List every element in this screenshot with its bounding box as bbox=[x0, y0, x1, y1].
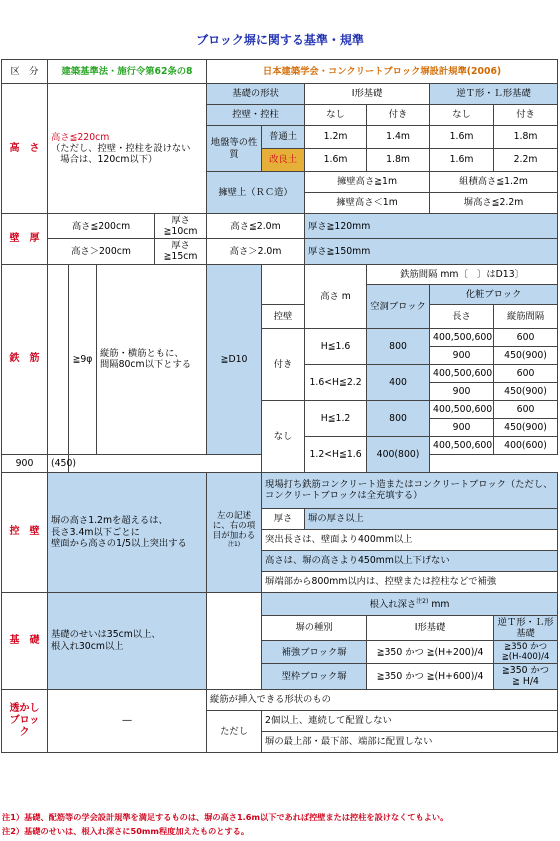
category-height: 高 さ bbox=[2, 84, 48, 214]
retaining-label: 擁壁上（ＲＣ造） bbox=[207, 172, 305, 214]
height-law-line: （ただし、控壁・控柱を設けない bbox=[51, 142, 191, 154]
rebar-hollow-spacing: 800 bbox=[367, 400, 430, 436]
proviso-label: ただし bbox=[207, 710, 262, 752]
wall-law-thickness: 厚さ≧10cm bbox=[155, 214, 207, 239]
buttress-law-line: 塀の高さ1.2mを超えるは、 bbox=[51, 515, 168, 527]
rebar-length: 900 bbox=[430, 382, 494, 400]
buttress-none: なし bbox=[305, 105, 367, 126]
foundation-law-text bbox=[48, 592, 207, 689]
rebar-length: 400,500,600 bbox=[430, 436, 494, 454]
wall-aij-height: 高さ≦2.0m bbox=[207, 214, 305, 239]
inv-t-l-header: 逆Ｔ形・Ｌ形基礎 bbox=[494, 615, 558, 640]
retaining-value: 擁壁高さ≧1m bbox=[305, 172, 430, 193]
wall-aij-height: 高さ＞2.0m bbox=[207, 239, 305, 264]
rebar-spacing: 600 bbox=[494, 364, 558, 382]
height-value: 1.4m bbox=[367, 126, 430, 149]
law-header: 建築基準法・施行令第62条の8 bbox=[48, 60, 207, 84]
rebar-with-label: 付き bbox=[262, 328, 305, 400]
rebar-hollow-spacing: 400 bbox=[367, 364, 430, 400]
rebar-length: 900 bbox=[430, 346, 494, 364]
rebar-length: 400,500,600 bbox=[430, 400, 494, 418]
foundation-law-line: 基礎のせいは35cm以上、 bbox=[51, 629, 161, 641]
rebar-law-line: 縦筋・横筋ともに、 bbox=[100, 347, 184, 359]
normal-soil-label: 普通土 bbox=[262, 126, 305, 149]
buttress-law-line: 長さ3.4m以下ごとに bbox=[51, 526, 140, 538]
depth-formula: ≧350 かつ ≧(H+600)/4 bbox=[367, 664, 494, 689]
depth-header-text: 根入れ深さ bbox=[369, 598, 417, 610]
category-wall: 壁 厚 bbox=[2, 214, 48, 265]
height-value: 1.2m bbox=[305, 126, 367, 149]
rebar-hollow-spacing: 800 bbox=[367, 328, 430, 364]
category-openwork: 透かしブロック bbox=[2, 689, 48, 752]
wall-law-height: 高さ＞200cm bbox=[48, 239, 155, 264]
buttress-with: 付き bbox=[367, 105, 430, 126]
rebar-spacing: 400(600) bbox=[494, 436, 558, 454]
buttress-left-note bbox=[207, 472, 262, 592]
reinforced-block-label: 補強ブロック塀 bbox=[262, 640, 367, 663]
wall-law-thickness: 厚さ≧15cm bbox=[155, 239, 207, 264]
footnote: 注2）基礎のせいは、根入れ深さに50mm程度加えたものとする。 bbox=[2, 826, 250, 836]
standards-table bbox=[1, 59, 558, 753]
category-rebar: 鉄 筋 bbox=[2, 264, 48, 454]
buttress-left-note-text: 左の記述に、右の項目が加わる bbox=[212, 510, 256, 542]
buttress-item: 塀端部から800mm以内は、控壁または控柱などで補強 bbox=[262, 571, 558, 592]
buttress-header: 控壁 bbox=[262, 304, 305, 328]
depth-formula: ≧350 かつ ≧ H/4 bbox=[494, 664, 558, 689]
buttress-item: 現場打ち鉄筋コンクリート造またはコンクリートブロック（ただし、コンクリートブロックは全充填する） bbox=[262, 472, 558, 508]
wall-law-height: 高さ≦200cm bbox=[48, 214, 155, 239]
page-title: ブロック塀に関する基準・規準 bbox=[196, 33, 364, 47]
note-ref: 注2) bbox=[416, 597, 429, 605]
spacing-header: 鉄筋間隔 mm〔 〕はD13〕 bbox=[367, 264, 558, 284]
category-buttress: 控 壁 bbox=[2, 472, 48, 592]
wall-type-label: 塀の種別 bbox=[262, 615, 367, 640]
hollow-header: 空洞ブロック bbox=[367, 284, 430, 328]
rebar-length: 400,500,600 bbox=[430, 364, 494, 382]
rebar-aij-d: ≧D10 bbox=[207, 264, 262, 454]
formwork-block-label: 型枠ブロック塀 bbox=[262, 664, 367, 689]
length-header: 長さ bbox=[430, 304, 494, 328]
rebar-hollow-spacing: 400(800) bbox=[367, 436, 430, 472]
rebar-height-range: 1.2<H≦1.6 bbox=[305, 436, 367, 472]
retaining-value: 組積高さ≦1.2m bbox=[430, 172, 558, 193]
height-value: 1.8m bbox=[367, 149, 430, 172]
height-law-text bbox=[48, 84, 207, 214]
openwork-item: 縦筋が挿入できる形状のもの bbox=[207, 689, 558, 710]
rebar-spacing: 600 bbox=[494, 328, 558, 346]
height-value: 1.6m bbox=[305, 149, 367, 172]
foundation-blank bbox=[207, 592, 262, 689]
rebar-none-label: なし bbox=[262, 400, 305, 472]
aij-header: 日本建築学会・コンクリートブロック塀設計規準(2006) bbox=[207, 60, 558, 84]
rebar-law-phi: ≧9φ bbox=[69, 264, 97, 454]
i-type-header: Ⅰ形基礎 bbox=[367, 615, 494, 640]
rebar-blank bbox=[48, 264, 69, 454]
soil-label: 地盤等の性質 bbox=[207, 126, 262, 172]
depth-header bbox=[262, 592, 558, 615]
wall-aij-thickness: 厚さ≧120mm bbox=[305, 214, 558, 239]
footnotes bbox=[2, 810, 558, 838]
i-type-header: Ⅰ形基礎 bbox=[305, 84, 430, 105]
buttress-with: 付き bbox=[494, 105, 558, 126]
openwork-item: 2個以上、連続して配置しない bbox=[262, 710, 558, 731]
foundation-law-line: 根入れ30cm以上 bbox=[51, 640, 124, 652]
buttress-item: 塀の厚さ以上 bbox=[305, 508, 558, 529]
height-law-line: 場合は、120cm以下） bbox=[51, 154, 158, 166]
buttress-none: なし bbox=[430, 105, 494, 126]
height-value: 1.8m bbox=[494, 126, 558, 149]
rebar-spacing: 450(900) bbox=[494, 382, 558, 400]
rebar-spacing: (450) bbox=[48, 454, 69, 472]
height-law-line: 高さ≦220cm bbox=[51, 131, 110, 143]
height-value: 2.2m bbox=[494, 149, 558, 172]
inv-t-l-header: 逆Ｔ形・Ｌ形基礎 bbox=[430, 84, 558, 105]
rebar-law-text bbox=[97, 264, 207, 454]
rebar-length: 900 bbox=[430, 418, 494, 436]
buttress-law-line: 壁面から高さの1/5以上突出する bbox=[51, 537, 187, 549]
retaining-value: 塀高さ≦2.2m bbox=[430, 193, 558, 214]
category-foundation: 基 礎 bbox=[2, 592, 48, 689]
rebar-blank bbox=[262, 264, 305, 304]
rebar-length: 400,500,600 bbox=[430, 328, 494, 346]
rebar-spacing: 600 bbox=[494, 400, 558, 418]
rebar-height-range: H≦1.6 bbox=[305, 328, 367, 364]
buttress-law-text bbox=[48, 472, 207, 592]
rebar-law-line: 間隔80cm以下とする bbox=[100, 359, 192, 371]
buttress-item: 高さは、塀の高さより450mm以上下げない bbox=[262, 550, 558, 571]
division-header: 区 分 bbox=[2, 60, 48, 84]
wall-aij-thickness: 厚さ≧150mm bbox=[305, 239, 558, 264]
improved-soil-label: 改良土 bbox=[262, 149, 305, 172]
depth-formula: ≧350 かつ ≧(H-400)/4 bbox=[494, 640, 558, 663]
rebar-length: 900 bbox=[2, 454, 48, 472]
vert-spacing-header: 縦筋間隔 bbox=[494, 304, 558, 328]
rebar-spacing: 450(900) bbox=[494, 418, 558, 436]
buttress-item: 突出長さは、壁面より400mm以上 bbox=[262, 529, 558, 550]
height-value: 1.6m bbox=[430, 149, 494, 172]
note-ref: 注1) bbox=[227, 541, 241, 549]
depth-unit: mm bbox=[431, 598, 450, 610]
openwork-law: ― bbox=[48, 689, 207, 752]
openwork-item: 塀の最上部・最下部、端部に配置しない bbox=[262, 731, 558, 752]
foundation-shape-label: 基礎の形状 bbox=[207, 84, 305, 105]
retaining-value: 擁壁高さ＜1m bbox=[305, 193, 430, 214]
height-value: 1.6m bbox=[430, 126, 494, 149]
rebar-height-range: H≦1.2 bbox=[305, 400, 367, 436]
rebar-spacing: 450(900) bbox=[494, 346, 558, 364]
buttress-thickness-label: 厚さ bbox=[262, 508, 305, 529]
depth-formula: ≧350 かつ ≧(H+200)/4 bbox=[367, 640, 494, 663]
cosmetic-header: 化粧ブロック bbox=[430, 284, 558, 304]
footnote: 注1）基礎、配筋等の学会設計規準を満足するものは、塀の高さ1.6m以下であれば控壁または控柱を設けなくてもよい。 bbox=[2, 812, 449, 822]
buttress-label: 控壁・控柱 bbox=[207, 105, 305, 126]
rebar-height-range: 1.6<H≦2.2 bbox=[305, 364, 367, 400]
rebar-height-header: 高さ m bbox=[305, 264, 367, 328]
